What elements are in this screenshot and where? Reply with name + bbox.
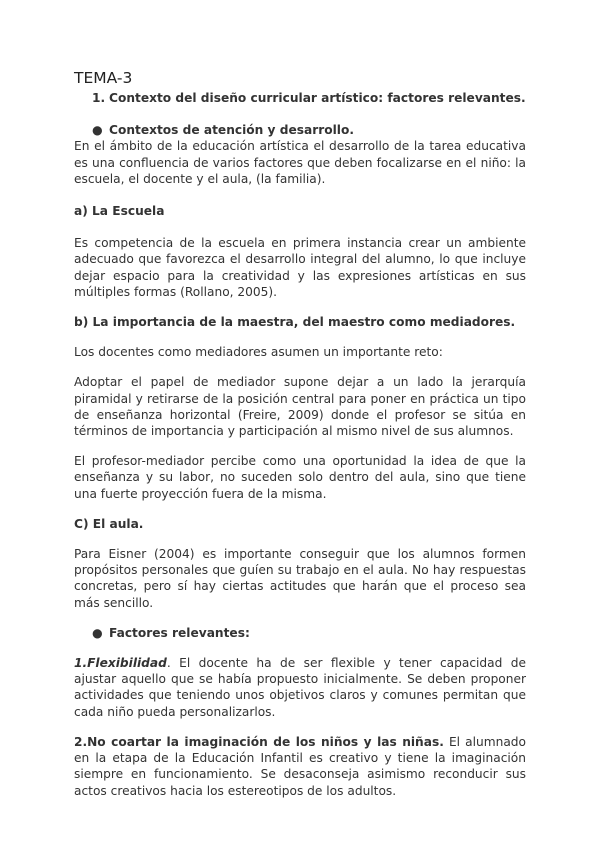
document-title: TEMA-3 <box>74 69 133 87</box>
bullet-contextos <box>92 122 526 138</box>
numbered-heading-text: Contexto del diseño curricular artístico: factores relevantes. <box>109 91 526 105</box>
heading-maestro: b) La importancia de la maestra, del maestro como mediadores. <box>74 315 516 330</box>
aula-paragraph: Para Eisner (2004) es importante conseguir que los alumnos formen propósitos personales que guíen su trabajo en el aula. No hay respuestas concretas, pero sí hay ciertas actitudes que harán que el proceso sea más sencillo. <box>74 547 526 610</box>
factor-flexibilidad-label: 1.Flexibilidad <box>74 656 167 671</box>
bullet-contextos-text: Contextos de atención y desarrollo. <box>109 123 354 138</box>
maestro-paragraph-1: Los docentes como mediadores asumen un importante reto: <box>74 345 443 360</box>
numbered-heading <box>92 90 526 106</box>
intro-paragraph: En el ámbito de la educación artística el desarrollo de la tarea educativa es una confluencia de varios factores que deben focalizarse en el niño: la escuela, el docente y el aula, (la familia). <box>74 139 526 186</box>
factor-imaginacion-label: 2.No coartar la imaginación de los niños y las niñas. <box>74 734 444 749</box>
factor-flexibilidad-text: . El docente ha de ser flexible y tener capacidad de ajustar aquello que se había propuesto inicialmente. Se deben proponer actividades que teniendo unos objetivos claros y comunes permitan que cada niño pueda personalizarlos. <box>74 656 526 719</box>
bullet-icon: ● <box>92 123 103 138</box>
bullet-factores-text: Factores relevantes: <box>109 625 250 640</box>
document-page <box>74 68 526 799</box>
heading-aula: C) El aula. <box>74 516 144 531</box>
bullet-factores <box>92 625 526 641</box>
factor-imaginacion <box>74 734 526 799</box>
escuela-paragraph: Es competencia de la escuela en primera instancia crear un ambiente adecuado que favorezca el desarrollo integral del alumno, lo que incluye dejar espacio para la creatividad y las expresiones artísticas en sus múltiples formas (Rollano, 2005). <box>74 236 526 299</box>
list-number: 1. <box>92 91 106 105</box>
bullet-icon: ● <box>92 625 103 640</box>
maestro-paragraph-3: El profesor-mediador percibe como una oportunidad la idea de que la enseñanza y su labor, no suceden solo dentro del aula, sino que tiene una fuerte proyección fuera de la misma. <box>74 454 526 501</box>
factor-flexibilidad <box>74 655 526 720</box>
maestro-paragraph-2: Adoptar el papel de mediador supone dejar a un lado la jerarquía piramidal y retirarse de la posición central para poner en práctica un tipo de enseñanza horizontal (Freire, 2009) donde el profesor se sitúa en términos de importancia y participación al mismo nivel de sus alumnos. <box>74 375 526 439</box>
factor-imaginacion-text: El alumnado en la etapa de la Educación Infantil es creativo y tiene la imaginación siempre en funcionamiento. Se desaconseja asimismo reconducir sus actos creativos hacia los estereotipos de los adultos. <box>74 734 527 798</box>
heading-escuela: a) La Escuela <box>74 204 165 219</box>
